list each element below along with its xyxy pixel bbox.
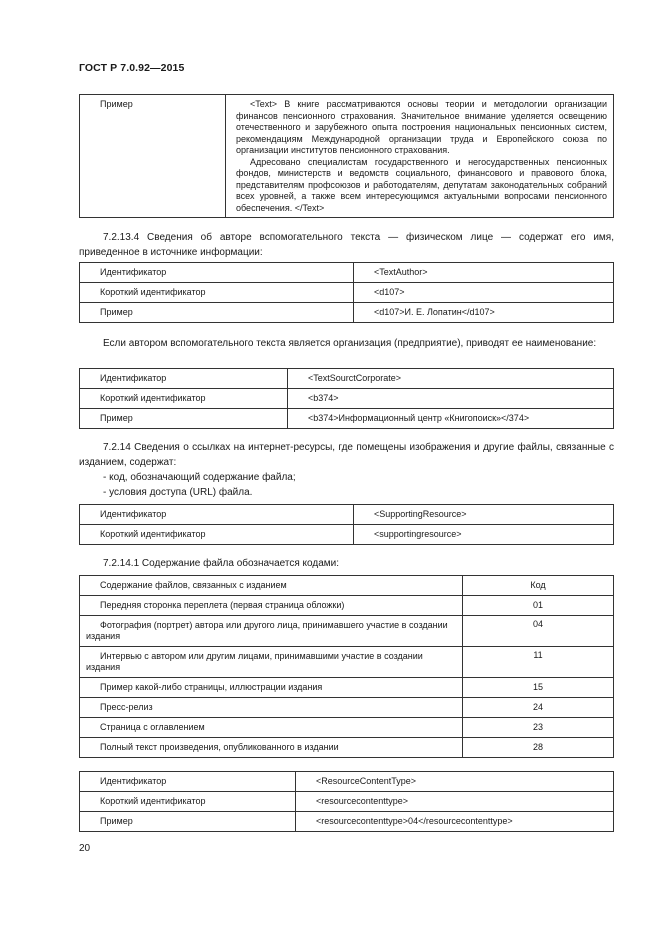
row-value: <ResourceContentType> [296,772,614,792]
row-value: <d107>И. Е. Лопатин</d107> [354,303,614,323]
row-label: Идентификатор [80,505,354,525]
row-value: <SupportingResource> [354,505,614,525]
cell-code: 28 [463,738,614,758]
example-label: Пример [80,95,226,218]
cell-code: 04 [463,616,614,647]
table-row [80,283,614,303]
example-paragraph-2: Адресовано специалистам государственного и негосударственных пенсионных фондов, министерств и ведомств социального, финансового и правового блока, представителям профсоюзов и работодателям, депутатам законодательных собраний всех уровней, а также всем интересующимся актуальными вопросами пенсионного обеспечения. </Text> [236,156,607,213]
cell-content: Страница с оглавлением [80,718,463,738]
row-label: Пример [80,409,288,429]
table-row [80,678,614,698]
table-row [80,718,614,738]
cell-code: 15 [463,678,614,698]
table-row [80,505,614,525]
org-author-text: Если автором вспомогательного текста является организация (предприятие), приводят ее наименование: [103,338,597,349]
table-row [80,95,614,218]
example-paragraph-1: <Text> В книге рассматриваются основы теории и методологии организации финансов пенсионного страхования. Значительное внимание уделяется освещению отечественного и зарубежного опыта построения национальных пенсионных систем, рекомендациям Международной организации труда и Европейского союза по организации институтов пенсионного страхования. [236,99,607,155]
cell-content: Полный текст произведения, опубликованного в издании [80,738,463,758]
page-number: 20 [79,843,91,854]
row-label: Короткий идентификатор [80,792,296,812]
table-row [80,772,614,792]
table-row [80,698,614,718]
table-row [80,812,614,832]
table-row [80,263,614,283]
text-author-table [79,262,614,323]
column-header-content: Содержание файлов, связанных с изданием [80,576,463,596]
row-value: <TextSourctCorporate> [288,369,614,389]
row-value: <b374> [288,389,614,409]
row-label: Идентификатор [80,369,288,389]
table-row [80,596,614,616]
supporting-resource-table [79,504,614,545]
table-header-row [80,576,614,596]
table-row [80,369,614,389]
row-value: <d107> [354,283,614,303]
cell-code: 01 [463,596,614,616]
row-value: <resourcecontenttype> [296,792,614,812]
row-label: Короткий идентификатор [80,525,354,545]
bullet-item: - условия доступа (URL) файла. [103,487,253,498]
cell-content: Интервью с автором или другим лицами, принимавшими участие в создании издания [80,647,463,678]
row-label: Короткий идентификатор [80,389,288,409]
cell-content: Пример какой-либо страницы, иллюстрации издания [80,678,463,698]
table-row [80,792,614,812]
row-value: <supportingresource> [354,525,614,545]
bullet-item: - код, обозначающий содержание файла; [103,472,296,483]
example-table [79,94,614,218]
column-header-code: Код [463,576,614,596]
table-row [80,616,614,647]
table-row [80,525,614,545]
cell-content: Фотография (портрет) автора или другого лица, принимавшего участие в создании издания [80,616,463,647]
row-value: <TextAuthor> [354,263,614,283]
table-row [80,303,614,323]
section-7-2-13-4-text: 7.2.13.4 Сведения об авторе вспомогательного текста — физическом лице — содержат его имя, приведенное в источнике информации: [79,232,614,258]
row-label: Идентификатор [80,772,296,792]
section-7-2-14-text: 7.2.14 Сведения о ссылках на интернет-ресурсы, где помещены изображения и другие файлы, связанные с изданием, содержат: [79,442,614,468]
text-corporate-table [79,368,614,429]
row-label: Пример [80,812,296,832]
section-7-2-14-1-text: 7.2.14.1 Содержание файла обозначается кодами: [103,558,340,569]
resource-content-type-table [79,771,614,832]
cell-code: 11 [463,647,614,678]
cell-content: Передняя сторонка переплета (первая страница обложки) [80,596,463,616]
cell-code: 23 [463,718,614,738]
row-label: Пример [80,303,354,323]
cell-content: Пресс-релиз [80,698,463,718]
cell-code: 24 [463,698,614,718]
table-row [80,409,614,429]
content-codes-table [79,575,614,758]
row-label: Короткий идентификатор [80,283,354,303]
row-value: <resourcecontenttype>04</resourcecontenttype> [296,812,614,832]
table-row [80,738,614,758]
table-row [80,647,614,678]
row-label: Идентификатор [80,263,354,283]
document-header: ГОСТ Р 7.0.92—2015 [79,62,185,74]
table-row [80,389,614,409]
row-value: <b374>Информационный центр «Книгопоиск»</374> [288,409,614,429]
